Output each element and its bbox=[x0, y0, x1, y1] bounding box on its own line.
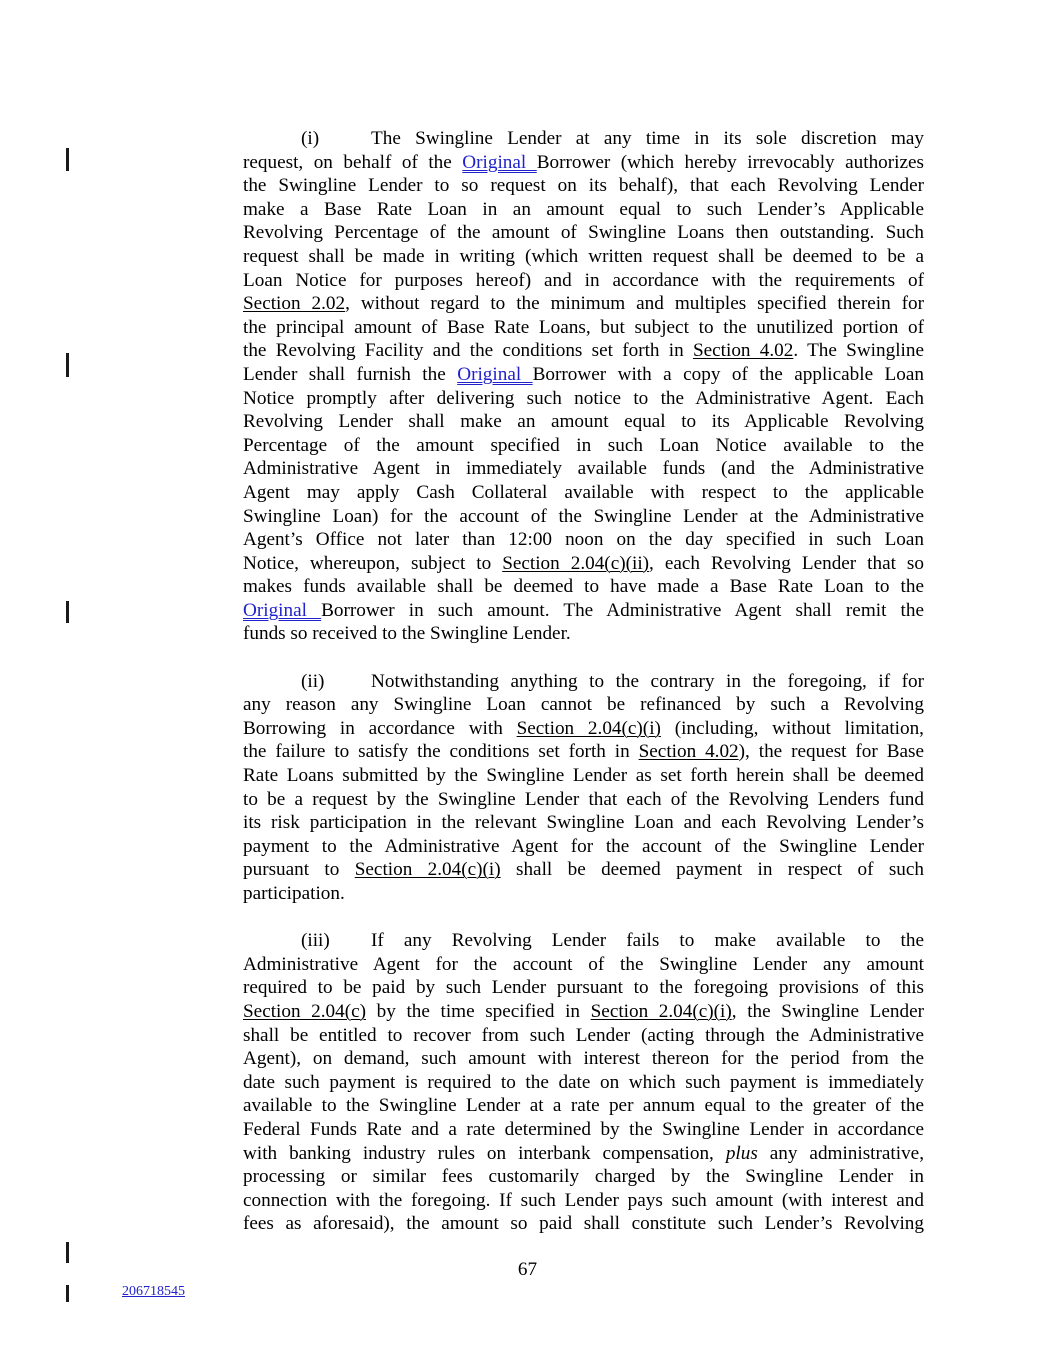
text-run: Borrower (which hereby irrevocably authorizes bbox=[536, 151, 924, 173]
section-reference: Section 2.04(c)(i) bbox=[590, 1000, 732, 1022]
text-line bbox=[243, 811, 924, 835]
section-reference: Section 2.04(c) bbox=[243, 1000, 367, 1022]
text-line bbox=[243, 269, 924, 293]
text-run: required to be paid by such Lender pursuant to the foregoing provisions of this bbox=[243, 977, 924, 999]
text-run: to be a request by the Swingline Lender that each of the Revolving Lenders fund bbox=[243, 788, 924, 810]
text-run: available to the Swingline Lender at a rate per annum equal to the greater of the bbox=[243, 1095, 924, 1117]
text-line bbox=[243, 221, 924, 245]
text-run: Revolving Percentage of the amount of Swingline Loans then outstanding. Such bbox=[243, 222, 924, 244]
paragraph-number: (iii) bbox=[301, 930, 330, 952]
inserted-text: Original bbox=[457, 363, 533, 385]
text-run: processing or similar fees customarily charged by the Swingline Lender in bbox=[243, 1166, 924, 1188]
text-run: Agent may apply Cash Collateral available with respect to the applicable bbox=[243, 481, 924, 503]
text-line bbox=[243, 717, 924, 741]
text-line bbox=[243, 1142, 924, 1166]
first-line-indent bbox=[243, 686, 301, 687]
text-run: funds so received to the Swingline Lender. bbox=[243, 623, 571, 645]
text-run: The Swingline Lender at any time in its sole discretion may bbox=[371, 128, 924, 149]
text-line bbox=[243, 481, 924, 505]
change-bar bbox=[66, 353, 69, 377]
text-run: Borrower with a copy of the applicable Loan bbox=[532, 363, 924, 385]
text-line bbox=[243, 1024, 924, 1048]
text-run: Notice, whereupon, subject to bbox=[243, 552, 503, 574]
text-line bbox=[243, 1047, 924, 1071]
text-line bbox=[243, 292, 924, 316]
text-run: Borrower in such amount. The Administrative Agent shall remit the bbox=[321, 599, 924, 621]
text-line bbox=[243, 410, 924, 434]
section-reference: Section 4.02 bbox=[638, 741, 739, 763]
document-id-stamp: 206718545 bbox=[122, 1284, 185, 1299]
text-run: request shall be made in writing (which written request shall be deemed to be a bbox=[243, 245, 924, 267]
text-run: If any Revolving Lender fails to make available to the bbox=[371, 930, 924, 952]
first-line-indent bbox=[243, 143, 301, 144]
text-run: Percentage of the amount specified in such Loan Notice available to the bbox=[243, 434, 924, 456]
text-line bbox=[243, 622, 924, 646]
text-run: , the Swingline Lender bbox=[731, 1000, 924, 1022]
italic-text: plus bbox=[725, 1142, 758, 1164]
text-run: with banking industry rules on interbank compensation, bbox=[243, 1142, 726, 1164]
text-line bbox=[243, 528, 924, 552]
paragraph-iii bbox=[243, 929, 924, 1236]
text-line bbox=[243, 764, 924, 788]
text-run: the principal amount of Base Rate Loans, but subject to the unutilized portion of bbox=[243, 316, 924, 338]
paragraph-ii bbox=[243, 670, 924, 906]
text-run: any administrative, bbox=[757, 1142, 924, 1164]
change-bar bbox=[66, 601, 69, 623]
text-run: by the time specified in bbox=[366, 1000, 591, 1022]
text-line bbox=[243, 575, 924, 599]
page-number: 67 bbox=[517, 1259, 538, 1280]
text-line bbox=[243, 245, 924, 269]
text-run: the Swingline Lender to so request on its behalf), that each Revolving Lender bbox=[243, 175, 924, 197]
text-line bbox=[243, 788, 924, 812]
text-run: Notice promptly after delivering such notice to the Administrative Agent. Each bbox=[243, 387, 924, 409]
text-run: date such payment is required to the date on which such payment is immediately bbox=[243, 1071, 924, 1093]
text-line bbox=[243, 316, 924, 340]
text-line bbox=[243, 339, 924, 363]
text-run: makes funds available shall be deemed to have made a Base Rate Loan to the bbox=[243, 576, 924, 598]
section-reference: Section 2.02 bbox=[243, 293, 346, 315]
text-run: Agent’s Office not later than 12:00 noon on the day specified in such Loan bbox=[243, 529, 924, 551]
text-run: any reason any Swingline Loan cannot be refinanced by such a Revolving bbox=[243, 694, 924, 716]
section-reference: Section 4.02 bbox=[692, 340, 794, 362]
text-run: Notwithstanding anything to the contrary in the foregoing, if for bbox=[371, 670, 924, 692]
text-line bbox=[243, 434, 924, 458]
text-line bbox=[243, 505, 924, 529]
text-line bbox=[243, 835, 924, 859]
text-run: Administrative Agent for the account of the Swingline Lender any amount bbox=[243, 953, 924, 975]
text-line bbox=[243, 693, 924, 717]
section-reference: Section 2.04(c)(ii) bbox=[502, 552, 650, 574]
text-line bbox=[243, 387, 924, 411]
paragraph-number: (ii) bbox=[301, 670, 325, 692]
text-run: , without regard to the minimum and multiples specified therein for bbox=[345, 293, 924, 315]
text-run: pursuant to bbox=[243, 859, 355, 881]
text-line bbox=[243, 552, 924, 576]
inserted-text: Original bbox=[462, 151, 537, 173]
text-line bbox=[243, 858, 924, 882]
text-line bbox=[243, 127, 924, 151]
text-line bbox=[243, 1000, 924, 1024]
first-line-indent bbox=[243, 945, 301, 946]
text-line bbox=[243, 1094, 924, 1118]
text-run: the Revolving Facility and the conditions set forth in bbox=[243, 340, 693, 362]
paragraph-i bbox=[243, 127, 924, 646]
change-bar bbox=[66, 1242, 69, 1263]
text-run: Rate Loans submitted by the Swingline Lender as set forth herein shall be deemed bbox=[243, 765, 924, 787]
text-run: Swingline Loan) for the account of the Swingline Lender at the Administrative bbox=[243, 505, 924, 527]
text-line bbox=[243, 198, 924, 222]
text-line bbox=[243, 363, 924, 387]
text-run: request, on behalf of the bbox=[243, 151, 463, 173]
text-line bbox=[243, 1118, 924, 1142]
text-line bbox=[243, 1212, 924, 1236]
text-run: Lender shall furnish the bbox=[243, 363, 458, 385]
text-run: fees as aforesaid), the amount so paid shall constitute such Lender’s Revolving bbox=[243, 1213, 924, 1235]
text-run: Borrowing in accordance with bbox=[243, 717, 517, 739]
text-run: make a Base Rate Loan in an amount equal to such Lender’s Applicable bbox=[243, 198, 924, 220]
text-line bbox=[243, 1165, 924, 1189]
text-line bbox=[243, 740, 924, 764]
text-line bbox=[243, 670, 924, 694]
text-line bbox=[243, 953, 924, 977]
inserted-text: Original bbox=[243, 599, 322, 621]
text-line bbox=[243, 882, 924, 906]
text-line bbox=[243, 1189, 924, 1213]
text-line bbox=[243, 174, 924, 198]
text-run: Administrative Agent in immediately available funds (and the Administrative bbox=[243, 458, 924, 480]
change-bar bbox=[66, 1285, 69, 1302]
text-run: connection with the foregoing. If such Lender pays such amount (with interest and bbox=[243, 1189, 924, 1211]
text-run: shall be deemed payment in respect of such bbox=[500, 859, 924, 881]
text-run: payment to the Administrative Agent for the account of the Swingline Lender bbox=[243, 835, 924, 857]
text-line bbox=[243, 929, 924, 953]
text-run: the failure to satisfy the conditions set forth in bbox=[243, 741, 639, 763]
text-run: Agent), on demand, such amount with interest thereon for the period from the bbox=[243, 1048, 924, 1070]
text-run: Federal Funds Rate and a rate determined by the Swingline Lender in accordance bbox=[243, 1118, 924, 1140]
text-line bbox=[243, 599, 924, 623]
text-run: (including, without limitation, bbox=[660, 717, 924, 739]
text-run: participation. bbox=[243, 883, 345, 904]
text-run: ), the request for Base bbox=[738, 741, 924, 763]
text-run: , each Revolving Lender that so bbox=[649, 552, 924, 574]
text-line bbox=[243, 457, 924, 481]
change-bar bbox=[66, 148, 69, 171]
section-reference: Section 2.04(c)(i) bbox=[354, 859, 501, 881]
paragraph-number: (i) bbox=[301, 128, 320, 149]
text-run: . The Swingline bbox=[793, 340, 924, 362]
text-run: shall be entitled to recover from such Lender (acting through the Administrative bbox=[243, 1024, 924, 1046]
text-run: Revolving Lender shall make an amount equal to its Applicable Revolving bbox=[243, 411, 924, 433]
text-line bbox=[243, 1071, 924, 1095]
text-run: Loan Notice for purposes hereof) and in accordance with the requirements of bbox=[243, 269, 924, 291]
text-line bbox=[243, 976, 924, 1000]
section-reference: Section 2.04(c)(i) bbox=[516, 717, 661, 739]
text-line bbox=[243, 151, 924, 175]
text-run: its risk participation in the relevant Swingline Loan and each Revolving Lender’s bbox=[243, 812, 924, 834]
body-text-block bbox=[243, 127, 924, 1260]
